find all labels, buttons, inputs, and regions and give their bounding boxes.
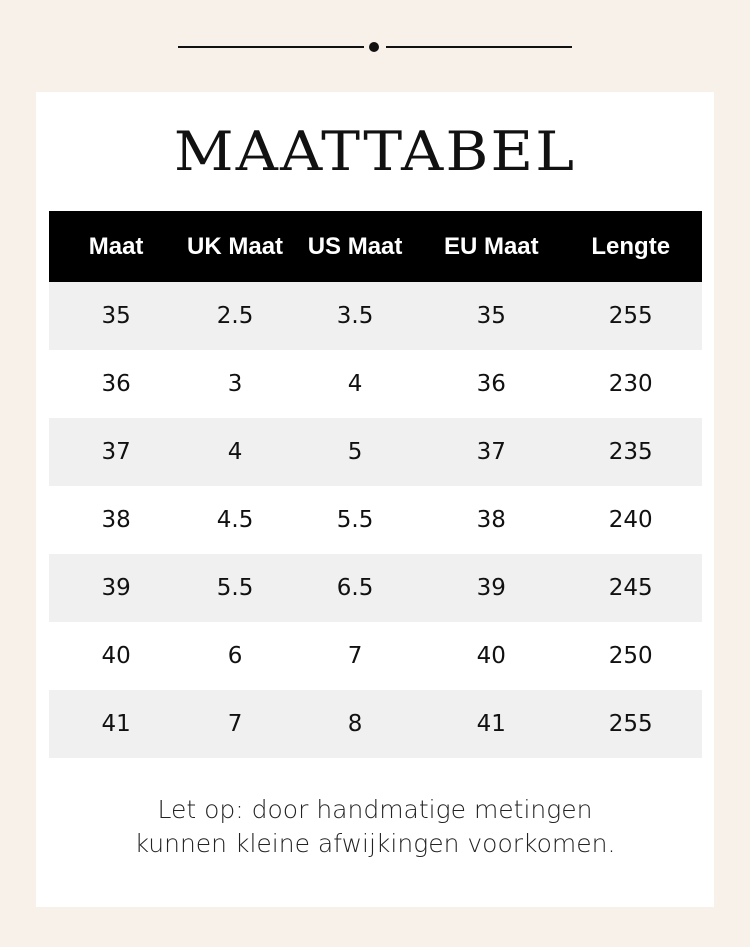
table-cell: 35 [423, 282, 559, 350]
page-title: MAATTABEL [173, 120, 577, 183]
table-cell: 5.5 [287, 486, 423, 554]
table-cell: 5.5 [183, 554, 287, 622]
header-eu-maat: EU Maat [423, 211, 559, 282]
table-cell: 240 [559, 486, 702, 554]
size-table [49, 211, 702, 758]
table-cell: 37 [423, 418, 559, 486]
table-cell: 40 [423, 622, 559, 690]
table-row [49, 350, 702, 418]
table-cell: 40 [49, 622, 183, 690]
table-row [49, 690, 702, 758]
table-cell: 6 [183, 622, 287, 690]
table-cell: 37 [49, 418, 183, 486]
table-row [49, 418, 702, 486]
table-cell: 4.5 [183, 486, 287, 554]
header-uk-maat: UK Maat [183, 211, 287, 282]
table-cell: 235 [559, 418, 702, 486]
table-cell: 35 [49, 282, 183, 350]
header-us-maat: US Maat [287, 211, 423, 282]
table-row [49, 622, 702, 690]
table-cell: 36 [423, 350, 559, 418]
table-cell: 6.5 [287, 554, 423, 622]
header-row [49, 211, 702, 282]
table-body [49, 282, 702, 758]
table-header [49, 211, 702, 282]
table-cell: 255 [559, 690, 702, 758]
table-cell: 2.5 [183, 282, 287, 350]
table-cell: 3 [183, 350, 287, 418]
measurement-note [36, 793, 714, 861]
table-cell: 7 [183, 690, 287, 758]
table-cell: 7 [287, 622, 423, 690]
ornament-line-left [178, 46, 364, 48]
table-cell: 39 [423, 554, 559, 622]
table-cell: 245 [559, 554, 702, 622]
top-ornament [178, 40, 572, 54]
table-row [49, 554, 702, 622]
table-cell: 4 [287, 350, 423, 418]
table-cell: 38 [423, 486, 559, 554]
table-row [49, 486, 702, 554]
note-line-2: kunnen kleine afwijkingen voorkomen. [134, 829, 616, 858]
table-cell: 41 [49, 690, 183, 758]
table-cell: 39 [49, 554, 183, 622]
header-lengte: Lengte [559, 211, 702, 282]
table-cell: 4 [183, 418, 287, 486]
ornament-dot [369, 42, 379, 52]
table-cell: 5 [287, 418, 423, 486]
table-cell: 230 [559, 350, 702, 418]
table-row [49, 282, 702, 350]
table-cell: 38 [49, 486, 183, 554]
table-cell: 8 [287, 690, 423, 758]
note-line-1: Let op: door handmatige metingen [157, 795, 593, 824]
table-cell: 255 [559, 282, 702, 350]
table-cell: 250 [559, 622, 702, 690]
header-maat: Maat [49, 211, 183, 282]
table-cell: 36 [49, 350, 183, 418]
ornament-line-right [386, 46, 572, 48]
table-cell: 41 [423, 690, 559, 758]
table-cell: 3.5 [287, 282, 423, 350]
